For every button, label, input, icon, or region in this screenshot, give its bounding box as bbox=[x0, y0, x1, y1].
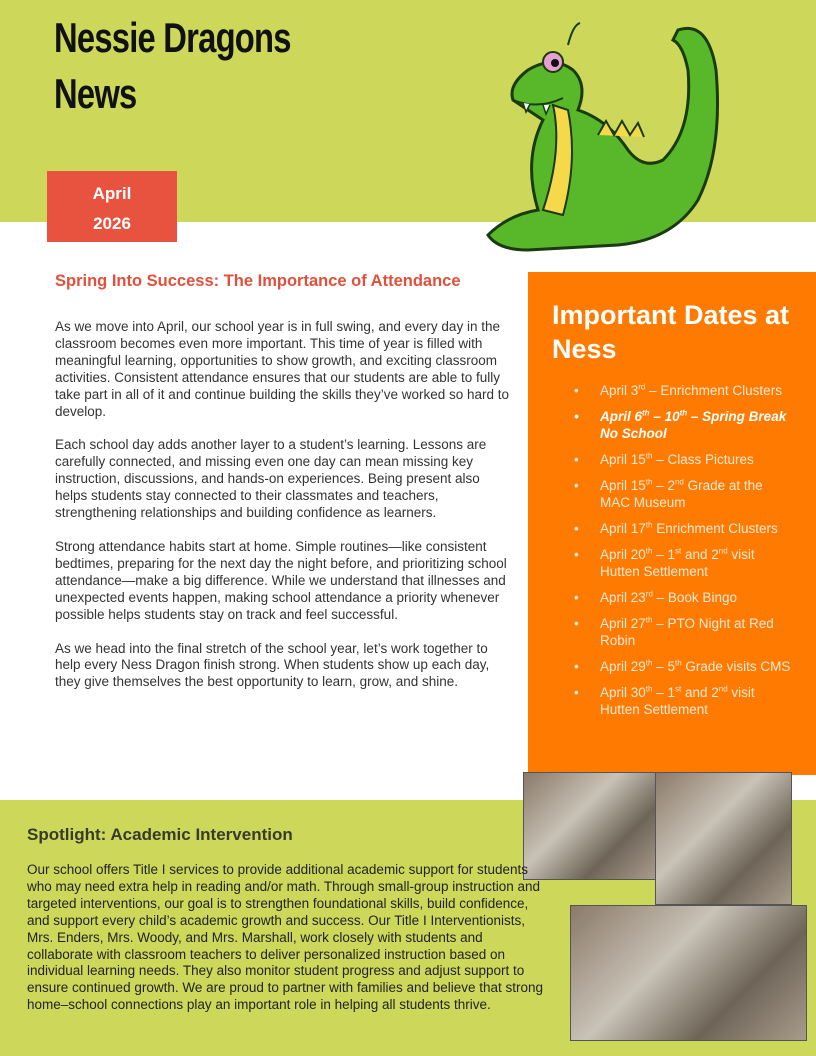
date-item bbox=[528, 615, 816, 649]
students-photo-3 bbox=[570, 905, 807, 1041]
bullet-icon: • bbox=[574, 659, 579, 674]
date-text: April 15th – Class Pictures bbox=[600, 451, 754, 467]
date-text: April 3rd – Enrichment Clusters bbox=[600, 382, 782, 398]
date-text: April 30th – 1st and 2nd visit Hutten Settlement bbox=[600, 684, 755, 717]
spotlight-heading: Spotlight: Academic Intervention bbox=[27, 825, 293, 844]
bullet-icon: • bbox=[574, 616, 579, 631]
bullet-icon: • bbox=[574, 478, 579, 493]
date-item bbox=[528, 658, 816, 675]
spotlight-body: Our school offers Title I services to provide additional academic support for students who may need extra help in reading and/or math. Through small-group instruction and targeted interventions, our goal is to strengthen foundational skills, build confidence, and support every child’s academic growth and success. Our Title I Interventionists, Mrs. Enders, Mrs. Woody, and Mrs. Marshall, work closely with students and collaborate with classroom teachers to deliver personalized instruction based on individual learning needs. They also monitor student progress and adjust support to ensure continued growth. We are proud to partner with families and believe that strong home–school connections play an important role in helping all students thrive. bbox=[27, 862, 544, 1013]
date-item bbox=[528, 382, 816, 399]
article-paragraph: Strong attendance habits start at home. Simple routines—like consistent bedtimes, preparing for the next day the night before, and prioritizing school attendance—make a big difference. While we understand that illnesses and unexpected events happen, making school attendance a priority whenever possible helps students stay on track and feel successful. bbox=[55, 538, 507, 622]
date-item bbox=[528, 408, 816, 442]
dates-list bbox=[528, 382, 816, 718]
date-item bbox=[528, 477, 816, 511]
date-text: April 17th Enrichment Clusters bbox=[600, 520, 778, 536]
issue-month: April bbox=[92, 184, 132, 203]
bullet-icon: • bbox=[574, 452, 579, 467]
article-heading: Spring Into Success: The Importance of Attendance bbox=[55, 272, 461, 290]
article-paragraph: Each school day adds another layer to a student’s learning. Lessons are carefully connected, and missing even one day can mean missing key instruction, discussions, and hands-on experiences. Being present also helps students stay connected to their classmates and teachers, strengthening relationships and building confidence as learners. bbox=[55, 437, 487, 521]
attendance-article bbox=[55, 319, 510, 708]
date-text: April 15th – 2nd Grade at the MAC Museum bbox=[600, 477, 763, 510]
article-paragraph: As we head into the final stretch of the school year, let’s work together to help every Ness Dragon finish strong. When students show up each day, they give themselves the best opportunity to learn, grow, and shine. bbox=[55, 640, 490, 690]
date-item bbox=[528, 684, 816, 718]
bullet-icon: • bbox=[574, 383, 579, 398]
bullet-icon: • bbox=[574, 547, 579, 562]
bullet-icon: • bbox=[574, 409, 579, 424]
date-text: April 23rd – Book Bingo bbox=[600, 589, 737, 605]
date-text: April 6th – 10th – Spring Break No School bbox=[600, 408, 787, 441]
newsletter-title bbox=[54, 10, 291, 122]
issue-date-box bbox=[47, 171, 177, 242]
important-dates-panel bbox=[528, 272, 816, 775]
bullet-icon: • bbox=[574, 685, 579, 700]
bullet-icon: • bbox=[574, 521, 579, 536]
date-text: April 20th – 1st and 2nd visit Hutten Settlement bbox=[600, 546, 755, 579]
date-item bbox=[528, 520, 816, 537]
date-item bbox=[528, 546, 816, 580]
date-text: April 27th – PTO Night at Red Robin bbox=[600, 615, 774, 648]
issue-year: 2026 bbox=[93, 214, 131, 233]
date-item bbox=[528, 451, 816, 468]
article-paragraph: As we move into April, our school year is in full swing, and every day in the classroom becomes even more important. This time of year is filled with meaningful learning, opportunities to show growth, and exciting classroom activities. Consistent attendance ensures that our students are able to fully take part in all of it and continue building the skills they’ve worked so hard to develop. bbox=[55, 319, 510, 419]
students-photo-2 bbox=[655, 772, 792, 905]
title-line-1: Nessie Dragons bbox=[54, 14, 291, 61]
date-text: April 29th – 5th Grade visits CMS bbox=[600, 658, 791, 674]
bullet-icon: • bbox=[574, 590, 579, 605]
dragon-mascot-icon bbox=[468, 10, 728, 272]
date-item bbox=[528, 589, 816, 606]
title-line-2: News bbox=[54, 70, 137, 117]
important-dates-heading: Important Dates at Ness bbox=[552, 300, 790, 364]
